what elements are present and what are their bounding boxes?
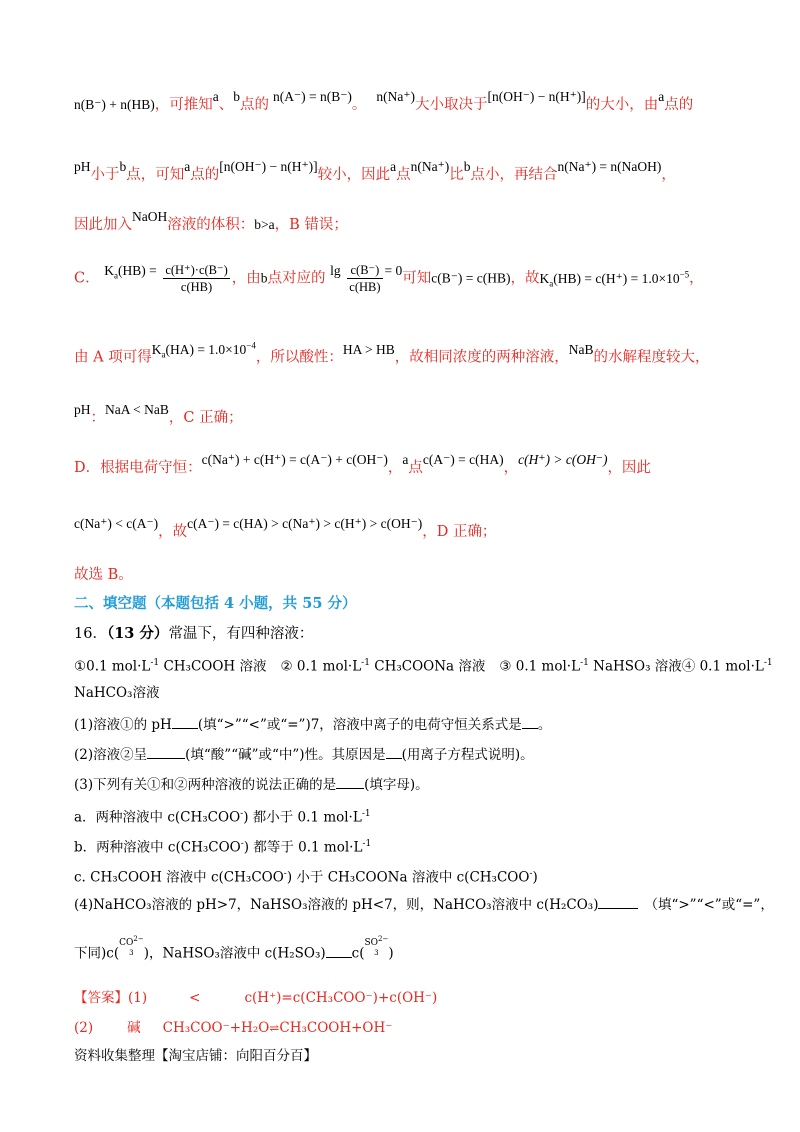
solution-line-5: 由 A 项可得$K_a(HA) = 1.0\times 10^{-4}$，所以酸性：HA > HB，故相同浓度的两种溶液，NaB的水解程度较大，: [74, 340, 710, 366]
solution-line-1: n(B⁻) + n(HB)，可推知a、b点的n(A⁻) = n(B⁻)。n(Na⁺)大小取决于[n(OH⁻) − n(H⁺)]的大小，由a点的: [74, 89, 694, 113]
section-title: 二、填空题（本题包括 4 小题，共 55 分）: [74, 595, 357, 612]
solution-line-d: D．根据电荷守恒：c(Na⁺) + c(H⁺) = c(A⁻) + c(OH⁻)，a点c(A⁻) = c(HA)，c(H⁺) > c(OH⁻)，因此: [74, 452, 651, 476]
question-16-part-4: (4)NaHCO₃溶液的 pH>7，NaHSO₃溶液的 pH<7，则，NaHCO₃溶液中 c(H₂CO₃) （填“>”“<”或“=”，: [74, 894, 740, 915]
answer-line-1: 【答案】(1) < c(H⁺)=c(CH₃COO⁻)+c(OH⁻): [74, 990, 438, 1006]
question-16-part-3: (3)下列有关①和②两种溶液的说法正确的是 (填字母)。: [74, 774, 740, 795]
equilibrium-arrow-icon: ⇌: [269, 1021, 280, 1035]
question-16-part-1: (1)溶液①的 pH (填“>”“<”或“=”)7，溶液中离子的电荷守恒关系式是 。: [74, 714, 740, 735]
option-a: a．两种溶液中 c(CH₃COO-) 都小于 0.1 $mol\cdot L^{-1}$: [74, 809, 371, 826]
answer-line-2: (2) 碱 CH₃COO⁻+H₂O⇌CH₃COOH+OH⁻: [74, 1020, 393, 1036]
solution-line-c: C． $K_a(HB)$ = $\frac{c(H^+)\cdot c(B^-)}{c(HB)}$ ，由b点对应的 lg $\frac{c(B^-)}{c(HB)}$ = 0可知c(B⁻) = c(HB)，故$K_a(HB) = c(H^+) = 1.0\times 10^{-5}$，: [74, 262, 704, 294]
question-16-header: 16．（13 分）常温下，有四种溶液：: [74, 625, 314, 642]
question-16-part-4-cont: 下同)$c(CO^{2-}$ 3 )，NaHSO₃溶液中 c(H₂SO₃) $c(SO^{2-}$ 3 ): [74, 935, 394, 962]
solution-conclusion: 故选 B。: [74, 567, 133, 583]
footer: 资料收集整理【淘宝店铺：向阳百分百】: [74, 1048, 317, 1064]
question-16-part-2: (2)溶液②呈 (填“酸”“碱”或“中”)性。其原因是 (用离子方程式说明)。: [74, 744, 740, 765]
question-16-solution-4: NaHCO₃溶液: [74, 685, 160, 701]
solution-line-2: pH小于b点，可知a点的[n(OH⁻) − n(H⁺)]较小，因此a点n(Na⁺)比b点小，再结合n(Na⁺) = n(NaOH)，: [74, 159, 676, 183]
carbonate-ion: $CO^{2-}$ 3: [119, 935, 144, 957]
solution-line-8: c(Na⁺) < c(A⁻)，故c(A⁻) = c(HA) > c(Na⁺) > c(H⁺) > c(OH⁻)，D 正确；: [74, 516, 497, 540]
solution-line-6: pH：NaA < NaB，C 正确；: [74, 402, 243, 426]
lg-fraction: $\frac{c(B^-)}{c(HB)}$: [349, 263, 381, 294]
option-b: b．两种溶液中 c(CH₃COO-) 都等于 0.1 $mol\cdot L^{-1}$: [74, 839, 372, 856]
option-c: c. CH₃COOH 溶液中 c(CH₃COO-) 小于 CH₃COONa 溶液中 c(CH₃COO-): [74, 869, 538, 886]
formula: n(B⁻) + n(HB): [74, 97, 155, 112]
ka-fraction: $\frac{c(H^+)\cdot c(B^-)}{c(HB)}$: [165, 263, 228, 294]
solution-line-3: 因此加入NaOH溶液的体积：b>a，B 错误；: [74, 209, 348, 233]
sulfite-ion: $SO^{2-}$ 3: [364, 935, 389, 957]
question-16-solutions: ①0.1 $mol\cdot L^{-1}$ CH₃COOH 溶液 ② 0.1 $mol\cdot L^{-1}$ CH₃COONa 溶液 ③ 0.1 $mol\cdot L^{-1}$ NaHSO₃ 溶液④ 0.1 $mol\cdot L^{-1}$: [74, 658, 773, 675]
